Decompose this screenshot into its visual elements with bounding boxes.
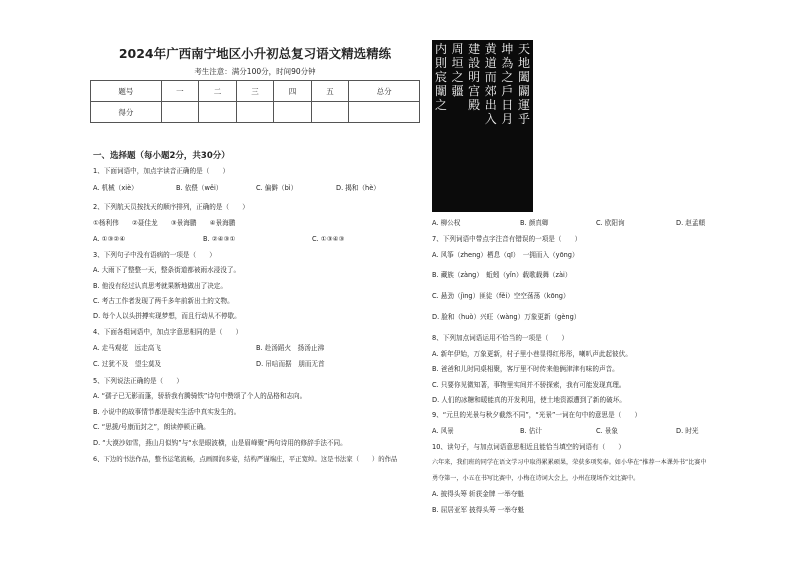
option[interactable]: C. 偏僻（bì）: [256, 184, 298, 192]
exam-notice: 考生注意：满分100分，时间90分钟: [194, 67, 316, 76]
table-header-cell: 题号: [91, 81, 162, 102]
question-stem: 10、读句子，与加点词语意思相近且能恰当填空的词语有（ ）: [432, 443, 626, 451]
option[interactable]: B. 他没有经过认真思考就果断地做出了决定。: [93, 282, 227, 290]
option[interactable]: C. ①③④③: [312, 235, 345, 243]
question-sub: ①杨利伟 ②聂佳龙 ③景海鹏 ④景海鹏: [93, 219, 236, 227]
question-stem: 2、下列航天员按找天的顺序排列，正确的是（ ）: [93, 203, 249, 211]
table-header-cell: 一: [161, 81, 199, 102]
option[interactable]: D. 赵孟頫: [676, 219, 706, 227]
score-cell[interactable]: [349, 102, 420, 123]
score-cell[interactable]: [311, 102, 349, 123]
option[interactable]: A. 新年伊始，万象更新，村子里小巷显得红彤彤，喇叭声此起彼伏。: [432, 350, 632, 358]
option[interactable]: C. 悬劲（jìng）匪徒（fěi）空空荡荡（kōng）: [432, 292, 570, 300]
table-header-cell: 四: [274, 81, 312, 102]
calligraphy-column: 天地闔闢運乎: [517, 42, 530, 126]
option[interactable]: A. 走马观花 远走高飞: [93, 344, 161, 352]
option[interactable]: A. 柳公权: [432, 219, 461, 227]
option[interactable]: A. 风筝（zheng）栖息（qī） 一拥而入（yōng）: [432, 251, 579, 259]
option[interactable]: C. 过犹不及 望尘莫及: [93, 360, 162, 368]
option[interactable]: B. 颜真卿: [520, 219, 549, 227]
option[interactable]: B. 屈居亚军 披得头筹 一举夺魁: [432, 506, 525, 514]
option[interactable]: D. “大漠沙如雪，燕山月似钩”与“水是眼波横，山是眉峰聚”两句诗用的修辞手法不同。: [93, 439, 347, 447]
option[interactable]: A. 披得头筹 斩获金牌 一举夺魁: [432, 490, 524, 498]
option[interactable]: A. 大雨下了整整一天，整条街道都被雨水浸没了。: [93, 266, 241, 274]
table-header-cell: 五: [311, 81, 349, 102]
option[interactable]: C. 只要你见微知著，事物里实间并不骄探索，我有可能发现真理。: [432, 381, 626, 389]
calligraphy-column: 内則宸闈之: [434, 42, 447, 112]
question-stem: 6、下边的书法作品，整书运笔流畅，点画圆润多姿，结构严谨端庄，平正宽绰。这是书法家（ ）的作品: [93, 455, 398, 463]
question-text: 六年来，我们班的同学在语文学习中取得累累硕果，荣获多项奖奉。如小华在“推荐一本课外书”比赛中: [432, 459, 707, 466]
option[interactable]: C. 欧阳询: [596, 219, 625, 227]
calligraphy-column: 坤為之戶日月: [501, 42, 514, 126]
question-text: 勇夺第一，小五在书写比赛中，小梅在诗词大会上，小州在现场作文比赛中。: [432, 475, 640, 482]
option[interactable]: B. 小说中的故事情节都是现实生活中真实发生的。: [93, 408, 241, 416]
option[interactable]: D. 人们的冰糖和暖能真的开发利用，使土地资源遭到了新的破坏。: [432, 396, 626, 404]
option[interactable]: A. “孺子已无影而蓬，骄骄我有腾骑铁”诗句中赞颂了个人的品格和志向。: [93, 392, 307, 400]
question-stem: 9、“元旦的光景与秋夕截然不同”，“光景”一词在句中的意思是（ ）: [432, 411, 642, 419]
score-table: [90, 80, 420, 123]
question-stem: 4、下面各组词语中，加点字意思相同的是（ ）: [93, 328, 243, 336]
table-header-cell: 三: [236, 81, 274, 102]
option[interactable]: D. 时光: [676, 427, 699, 435]
score-cell[interactable]: [199, 102, 237, 123]
option[interactable]: D. 揭和（hè）: [336, 184, 380, 192]
question-stem: 8、下列加点词语运用不恰当的一项是（ ）: [432, 334, 569, 342]
question-stem: 3、下列句子中没有语病的一项是（ ）: [93, 251, 216, 259]
score-cell[interactable]: [274, 102, 312, 123]
calligraphy-column: 建設明宫殿: [468, 42, 481, 112]
question-stem: 1、下面词语中，加点字读音正确的是（ ）: [93, 167, 230, 175]
option[interactable]: C. 考古工作者发现了两千多年前新出土的文物。: [93, 297, 234, 305]
table-row: [91, 81, 420, 102]
option[interactable]: B. 赴汤蹈火 扬汤止沸: [256, 344, 325, 352]
calligraphy-column: 黄道而郊出入: [484, 42, 497, 126]
section-title: 一、选择题（每小题2分，共30分）: [93, 151, 230, 161]
option[interactable]: B. ②④③①: [203, 235, 236, 243]
option[interactable]: B. 依偎（wěi）: [176, 184, 223, 192]
option[interactable]: A. 机械（xiè）: [93, 184, 138, 192]
table-header-cell: 总分: [349, 81, 420, 102]
option[interactable]: D. 脸和（huò）兴旺（wàng）万象更新（gèng）: [432, 313, 581, 321]
score-cell[interactable]: [236, 102, 274, 123]
option[interactable]: D. 吊唁而据 朋而无首: [256, 360, 325, 368]
table-row: [91, 102, 420, 123]
table-header-cell: 二: [199, 81, 237, 102]
option[interactable]: A. ①③②④: [93, 235, 126, 243]
option[interactable]: B. 藏族（zàng） 蚯蚓（yǐn）载歌载舞（zài）: [432, 271, 572, 279]
option[interactable]: D. 每个人以头拼搏实现梦想，而且行动从不停歇。: [93, 312, 241, 320]
score-cell[interactable]: [161, 102, 199, 123]
option[interactable]: A. 风景: [432, 427, 454, 435]
question-stem: 7、下列词语中带点字注音有错误的一项是（ ）: [432, 235, 582, 243]
calligraphy-image: [432, 40, 533, 212]
option[interactable]: C. 景象: [596, 427, 618, 435]
page-title: 2024年广西南宁地区小升初总复习语文精选精练: [118, 46, 392, 61]
question-stem: 5、下列说法正确的是（ ）: [93, 377, 183, 385]
table-row-label: 得分: [91, 102, 162, 123]
option[interactable]: B. 爸爸和儿时同桌相聚，客厅里不时传来他俩津津有味的声音。: [432, 365, 619, 373]
option[interactable]: C. “思援/号康而封之”，朗读停顿正确。: [93, 423, 210, 431]
calligraphy-column: 周垣之疆: [451, 42, 464, 98]
option[interactable]: B. 估计: [520, 427, 542, 435]
